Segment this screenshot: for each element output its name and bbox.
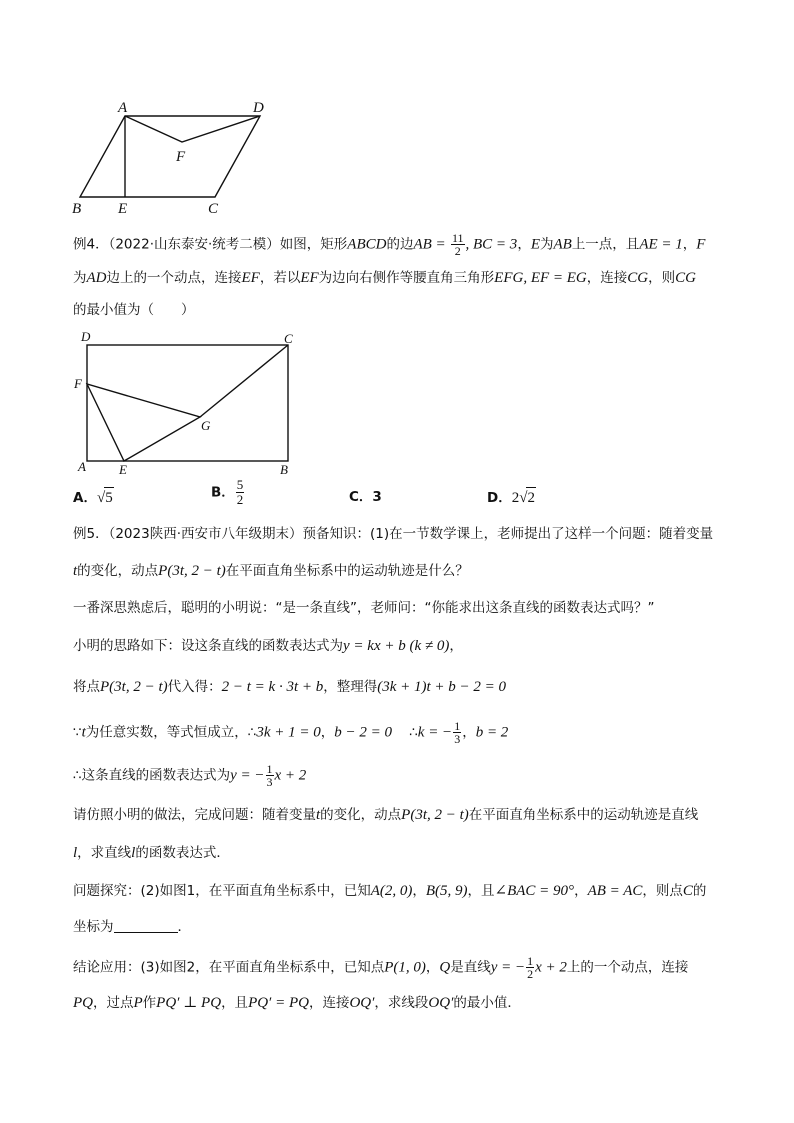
label-f: F (176, 149, 186, 165)
rectangle-svg (70, 328, 300, 478)
fraction-11-2: $\frac{11}{2}$ (451, 231, 464, 258)
answer-blank[interactable] (114, 918, 178, 933)
figure-parallelogram (60, 95, 280, 220)
label-c: C (284, 331, 293, 346)
ex5-line-2: t的变化，动点P(3t, 2 − t)在平面直角坐标系中的运动轨迹是什么？ (73, 563, 469, 579)
segment-gc (200, 345, 288, 417)
option-c[interactable]: C．3 (349, 489, 382, 505)
ex4-line-1: 例4．（2022·山东泰安·统考二模）如图，矩形ABCD的边AB = $\frac{11}{2}$ , BC = 3，E为AB上一点，且AE = 1，F (73, 231, 706, 258)
label-e: E (118, 201, 128, 217)
label-f: F (74, 376, 82, 391)
option-d[interactable]: D．2√2 (487, 487, 536, 508)
label-a: A (78, 459, 86, 474)
segments-af-fd (125, 116, 260, 142)
ex5-line-1: 例5．（2023陕西·西安市八年级期末）预备知识：(1)在一节数学课上，老师提出了这样一个问题：随着变量 (73, 526, 714, 542)
ex5-line-13: PQ，过点P作PQ′ ⊥ PQ，且PQ′ = PQ，连接OQ′，求线段OQ′的最小值． (73, 995, 521, 1011)
label-c: C (208, 201, 219, 217)
ex5-line-12: 结论应用：(3)如图2，在平面直角坐标系中，已知点P(1, 0)，Q是直线y = − $\frac{1}{2}$ x + 2上的一个动点，连接 (73, 954, 689, 981)
figure-rectangle (70, 328, 300, 478)
ex5-line-11: 坐标为 ． (73, 919, 191, 935)
parallelogram-svg (60, 95, 280, 220)
label-b: B (72, 201, 82, 217)
ex5-line-8: 请仿照小明的做法，完成问题：随着变量t的变化，动点P(3t, 2 − t)在平面直角坐标系中的运动轨迹是直线 (73, 807, 699, 823)
triangle-efg (87, 384, 200, 461)
label-e: E (119, 462, 127, 477)
ex4-line-3: 的最小值为（ ） (73, 302, 195, 318)
ex5-line-6: ∵t为任意实数，等式恒成立，∴3k + 1 = 0，b − 2 = 0 ∴k = − $\frac{1}{3}$ ，b = 2 (73, 719, 509, 746)
label-b: B (280, 462, 288, 477)
option-a[interactable]: A．√5 (73, 487, 114, 508)
ex5-line-7: ∴这条直线的函数表达式为y = − $\frac{1}{3}$ x + 2 (73, 762, 307, 789)
option-b[interactable]: B． $\frac{5}{2}$ (211, 477, 244, 507)
label-g: G (201, 418, 211, 433)
label-d: D (81, 329, 91, 344)
ex5-line-3: 一番深思熟虑后，聪明的小明说：“是一条直线”，老师问：“你能求出这条直线的函数表达式吗？” (73, 600, 655, 616)
ex5-line-9: l，求直线l的函数表达式． (73, 845, 230, 861)
ex5-line-5: 将点P(3t, 2 − t)代入得：2 − t = k · 3t + b，整理得(3k + 1)t + b − 2 = 0 (73, 679, 507, 695)
parallelogram-abcd (80, 116, 260, 197)
ex4-line-2: 为AD边上的一个动点，连接EF，若以EF为边向右侧作等腰直角三角形EFG, EF = EG，连接CG，则CG (73, 270, 696, 286)
ex5-line-10: 问题探究：(2)如图1，在平面直角坐标系中，已知A(2, 0)，B(5, 9)，且∠BAC = 90°，AB = AC，则点C的 (73, 883, 707, 899)
rectangle-abcd (87, 345, 288, 461)
label-d: D (253, 100, 264, 116)
label-a: A (118, 100, 128, 116)
ex5-line-4: 小明的思路如下：设这条直线的函数表达式为y = kx + b (k ≠ 0)， (73, 638, 463, 654)
